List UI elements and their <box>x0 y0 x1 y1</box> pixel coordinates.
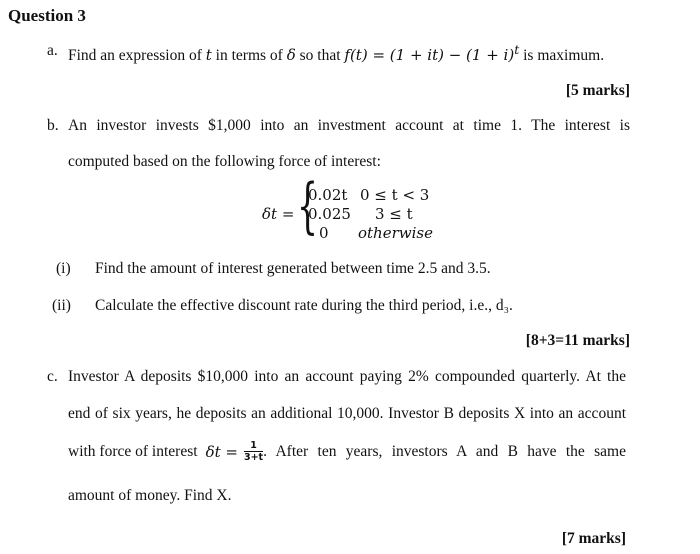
delta-t-lhs: δt = <box>262 205 295 223</box>
formula-body: f(t) = (1 + it) − (1 + i) <box>344 46 515 64</box>
part-b-line-2: computed based on the following force of interest: <box>68 153 381 170</box>
sub-ii-text: Calculate the effective discount rate during the third period, i.e., d₃. <box>95 297 513 314</box>
part-c-label: c. <box>47 368 58 385</box>
part-a-delta: δ <box>286 46 296 64</box>
part-c-fraction <box>244 440 263 463</box>
part-c-delta <box>206 443 238 461</box>
part-c-line-4: amount of money. Find X. <box>68 487 232 504</box>
piecewise-row-3-value: 0 <box>319 224 329 242</box>
part-a-question <box>68 42 604 65</box>
part-c-marks: [7 marks] <box>561 530 626 547</box>
part-c-delta-lhs: δt = <box>205 442 238 461</box>
part-a-marks: [5 marks] <box>565 82 630 99</box>
piecewise-brace: { <box>297 171 319 241</box>
piecewise-row-2-value: 0.025 <box>308 205 351 223</box>
part-b-line-1: An investor invests $1,000 into an investment account at time 1. The interest is <box>68 117 630 134</box>
piecewise-row-2-condition: 3 ≤ t <box>375 205 413 223</box>
part-b-marks: [8+3=11 marks] <box>525 332 630 349</box>
part-a-text-2: in terms of <box>215 47 283 64</box>
formula-exponent: t <box>514 42 520 57</box>
part-c-line-2: end of six years, he deposits an additional 10,000. Investor B deposits X into an account <box>68 405 626 422</box>
part-a-label: a. <box>47 42 58 59</box>
fraction-denominator: 3+t <box>243 452 264 463</box>
part-c-line-3-post: . After ten years, investors A and B have the same <box>263 442 626 460</box>
sub-i-text: Find the amount of interest generated between time 2.5 and 3.5. <box>95 260 491 277</box>
fraction-numerator: 1 <box>244 440 263 452</box>
sub-ii-label: (ii) <box>52 297 71 314</box>
part-c-line-3-pre: with force of interest <box>68 442 198 460</box>
part-a-text-4: is maximum. <box>523 47 605 64</box>
part-c-line-1: Investor A deposits $10,000 into an account paying 2% compounded quarterly. At the <box>68 368 626 385</box>
part-a-formula <box>344 42 520 64</box>
piecewise-row-3-condition: otherwise <box>358 224 433 242</box>
part-c-line-3 <box>68 440 626 463</box>
question-title: Question 3 <box>8 6 86 25</box>
part-a-text-1: Find an expression of <box>68 47 202 64</box>
sub-i-label: (i) <box>56 260 71 277</box>
piecewise-row-1-value: 0.02t <box>308 186 348 204</box>
piecewise-row-1-condition: 0 ≤ t < 3 <box>360 186 430 204</box>
part-a-text-3: so that <box>299 47 341 64</box>
part-a-var-t: t <box>205 46 212 64</box>
piecewise-lhs <box>262 205 294 223</box>
part-b-label: b. <box>47 117 59 134</box>
